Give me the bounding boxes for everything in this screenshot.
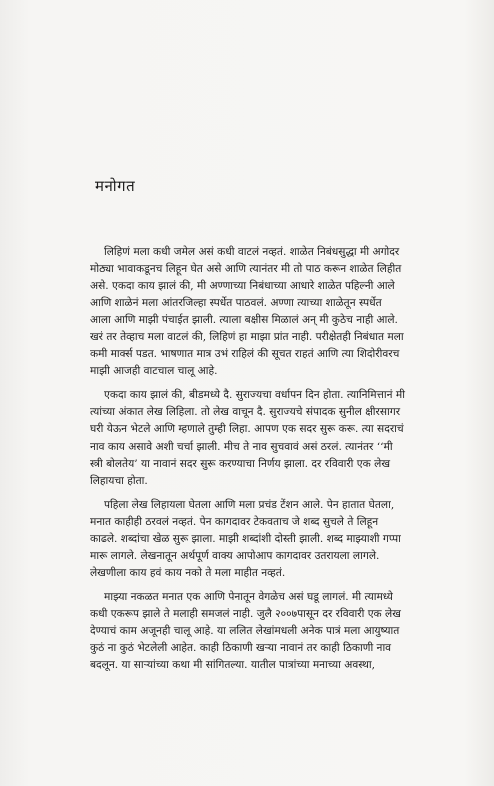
paragraph-line: आला आणि माझी पंचाईत झाली. त्याला बक्षीस मिळालं अन् मी कुठेच नाही आले. xyxy=(90,314,398,327)
paragraph-line: घरी येऊन भेटले आणि म्हणाले तुम्ही लिहा. आपण एक सदर सुरू करू. त्या सदराचं xyxy=(90,423,404,436)
paragraph-line: कुठं ना कुठं भेटलेली आहेत. काही ठिकाणी खऱ्या नावानं तर काही ठिकाणी नाव xyxy=(90,642,392,655)
paragraph-line: खरं तर तेव्हाच मला वाटलं की, लिहिणं हा माझा प्रांत नाही. परीक्षेतही निबंधात मला xyxy=(90,331,404,344)
page-heading: मनोगत xyxy=(95,177,136,195)
paragraph-line: लिहायचा होता. xyxy=(90,474,148,487)
paragraph-line: आणि शाळेनं मला आंतरजिल्हा स्पर्धेत पाठवलं. अण्णा त्याच्या शाळेतून स्पर्धेत xyxy=(90,297,382,310)
paragraph-line: लिहिणं मला कधी जमेल असं कधी वाटलं नव्हतं. शाळेत निबंधसुद्धा मी अगोदर xyxy=(104,246,400,258)
paragraph-line: काढले. शब्दांचा खेळ सुरू झाला. माझी शब्दांशी दोस्ती झाली. शब्द माझ्याशी गप्पा xyxy=(90,532,401,545)
paragraph-line: माझी आजही वाटचाल चालू आहे. xyxy=(90,365,218,378)
paragraph-line: स्त्री बोलतेय’ या नावानं सदर सुरू करण्याचा निर्णय झाला. दर रविवारी एक लेख xyxy=(90,457,390,470)
paragraph-line: त्यांच्या अंकात लेख लिहिला. तो लेख वाचून दै. सुराज्यचे संपादक सुनील क्षीरसागर xyxy=(90,406,401,419)
paragraph-line: मोठ्या भावाकडूनच लिहून घेत असे आणि त्यानंतर मी तो पाठ करून शाळेत लिहीत xyxy=(90,263,402,276)
paragraph-line: मारू लागले. लेखनातून अर्थपूर्ण वाक्य आपोआप कागदावर उतरायला लागले. xyxy=(90,549,380,562)
paragraph-gap xyxy=(90,490,486,497)
paragraph-line: नाव काय असावे अशी चर्चा झाली. मीच ते नाव सुचवावं असं ठरलं. त्यानंतर ‘‘मी xyxy=(90,440,393,453)
paragraph-line: बदलून. या साऱ्यांच्या कथा मी सांगितल्या. यातील पात्रांच्या मनाच्या अवस्था, xyxy=(90,659,376,672)
paragraph-line: माझ्या नकळत मनात एक आणि पेनातून वेगळेच असं घडू लागलं. मी त्यामध्ये xyxy=(104,590,393,603)
paragraph-line: लेखणीला काय हवं काय नको ते मला माहीत नव्हतं. xyxy=(90,566,286,579)
body-text xyxy=(90,244,486,674)
paragraph-line: कमी मार्क्स पडत. भाषणात मात्र उभं राहिलं की सूचत राहतं आणि त्या शिदोरीवरच xyxy=(90,348,400,361)
paragraph-line: देण्याचं काम अजूनही चालू आहे. या ललित लेखांमधली अनेक पात्रं मला आयुष्यात xyxy=(90,624,400,637)
paragraph-gap xyxy=(90,380,486,387)
paragraph-line: पहिला लेख लिहायला घेतला आणि मला प्रचंड टेंशन आले. पेन हातात घेतला, xyxy=(104,498,395,511)
paragraph-line: कधी एकरूप झाले ते मलाही समजलं नाही. जुलै २००७पासून दर रविवारी एक लेख xyxy=(90,607,401,620)
paragraph-gap xyxy=(90,582,486,589)
paragraph-line: असे. एकदा काय झालं की, मी अण्णाच्या निबंधाच्या आधारे शाळेत पहिल्नी आले xyxy=(90,280,395,293)
paragraph-line: एकदा काय झालं की, बीडमध्ये दै. सुराज्यचा वर्धापन दिन होता. त्यानिमित्तानं मी xyxy=(104,389,405,402)
paragraph-line: मनात काहीही ठरवलं नव्हतं. पेन कागदावर टेकवताच जे शब्द सुचले ते लिहून xyxy=(90,515,379,528)
